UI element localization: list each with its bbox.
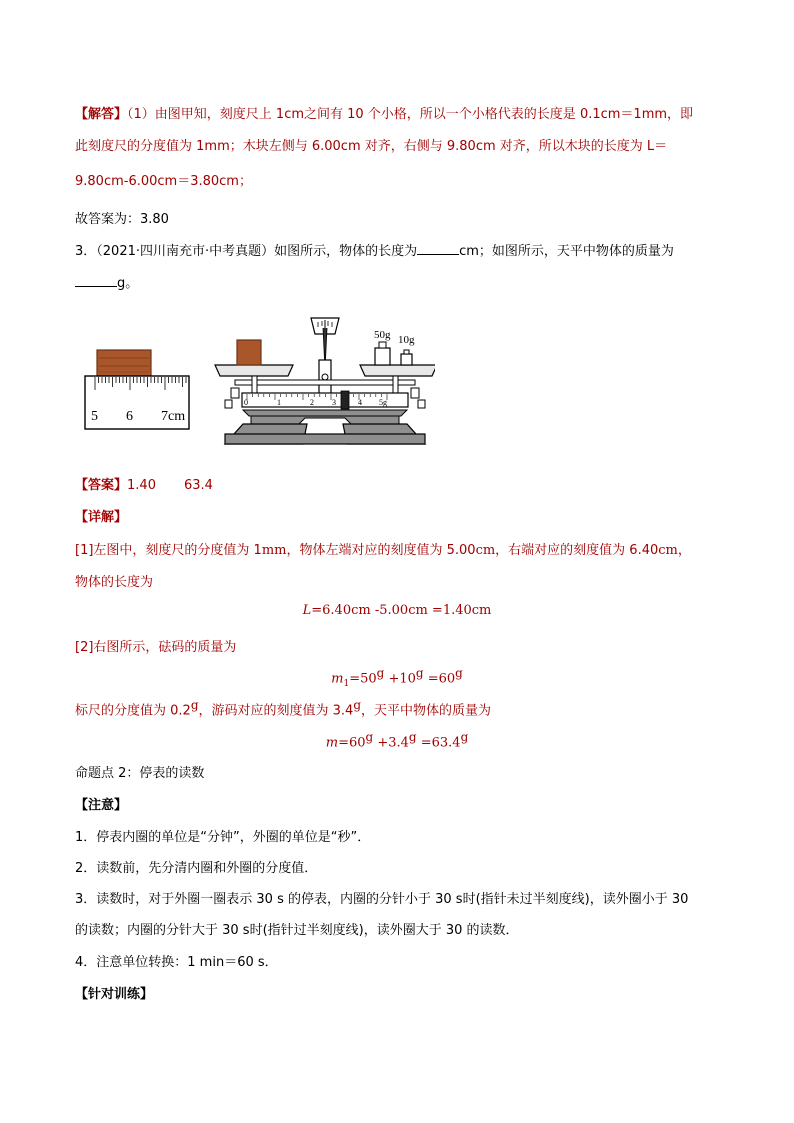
ruler-label-5: 5: [91, 409, 98, 424]
answer-bracket: 【解答】: [75, 107, 128, 122]
detail-paragraph-2: [2]右图所示，砝码的质量为: [75, 640, 237, 655]
answer-line-2: 此刻度尺的分度值为 1mm；木块左侧与 6.00cm 对齐，右侧与 9.80cm 对齐，所以木块的长度为 L＝: [75, 139, 668, 154]
note-2: 2．读数前，先分清内圈和外圈的分度值．: [75, 861, 318, 876]
equation-length: L=6.40cm -5.00cm =1.40cm: [302, 603, 492, 618]
beam-label-5g: 5g: [379, 398, 387, 407]
answer-line-1: 【解答】（1）由图甲知，刻度尺上 1cm之间有 10 个小格，所以一个小格代表的长度是 0.1cm＝1mm，即: [75, 107, 694, 122]
topic-2-title: 命题点 2：停表的读数: [75, 766, 205, 781]
answer-result: 故答案为：3.80: [75, 212, 169, 227]
figure-ruler-balance: [75, 310, 435, 450]
ruler-label-7cm: 7cm: [161, 409, 186, 424]
ruler-label-6: 6: [126, 409, 133, 424]
rider-marker: [341, 391, 349, 409]
detail-paragraph-1-line-2: 物体的长度为: [75, 575, 154, 590]
note-bracket: 【注意】: [75, 798, 128, 813]
note-3-line-1: 3．读数时，对于外圈一圈表示 30 s 的停表，内圈的分针小于 30 s时(指针未过半刻度线)，读外圈小于 30: [75, 892, 689, 907]
equation-mass: $m=60^g +3.4^g =63.4^g$: [325, 730, 469, 751]
detail-bracket: 【详解】: [75, 510, 128, 525]
blank-1: [417, 242, 459, 255]
answer-3-bracket: 【答案】: [75, 478, 128, 493]
training-bracket: 【针对训练】: [75, 987, 154, 1002]
beam-label-2: 2: [310, 398, 314, 407]
note-1: 1．停表内圈的单位是“分钟”，外圈的单位是“秒”．: [75, 830, 371, 845]
beam-label-0: 0: [244, 398, 248, 407]
blank-2: [75, 274, 117, 287]
detail-paragraph-1: [1]左图中，刻度尺的分度值为 1mm，物体左端对应的刻度值为 5.00cm，右端对应的刻度值为 6.40cm，: [75, 543, 691, 558]
weight-label-50g: 50g: [374, 329, 391, 341]
ruler-figure: [85, 350, 189, 429]
note-3-line-2: 的读数；内圈的分针大于 30 s时(指针过半刻度线)，读外圈大于 30 的读数．: [75, 923, 519, 938]
answer-3: 【答案】1.40 63.4: [75, 478, 213, 493]
weight-label-10g: 10g: [398, 334, 415, 346]
equation-weights: $m_1=50^g +10^g =60^g$: [331, 666, 463, 689]
beam-label-4: 4: [358, 398, 362, 407]
detail-paragraph-3: 标尺的分度值为 0.2$^g$，游码对应的刻度值为 3.4$^g$，天平中物体的质量为: [75, 698, 492, 719]
question-3-line-2: g。: [75, 272, 138, 291]
answer-line-3: 9.80cm-6.00cm＝3.80cm；: [75, 174, 252, 189]
note-4: 4．注意单位转换：1 min＝60 s．: [75, 955, 278, 970]
question-3-line-1: 3．（2021·四川南充市·中考真题）如图所示，物体的长度为 cm；如图所示，天平中物体的质量为: [75, 244, 674, 259]
beam-label-3: 3: [332, 398, 336, 407]
balance-figure: [215, 318, 435, 444]
beam-label-1: 1: [277, 398, 281, 407]
